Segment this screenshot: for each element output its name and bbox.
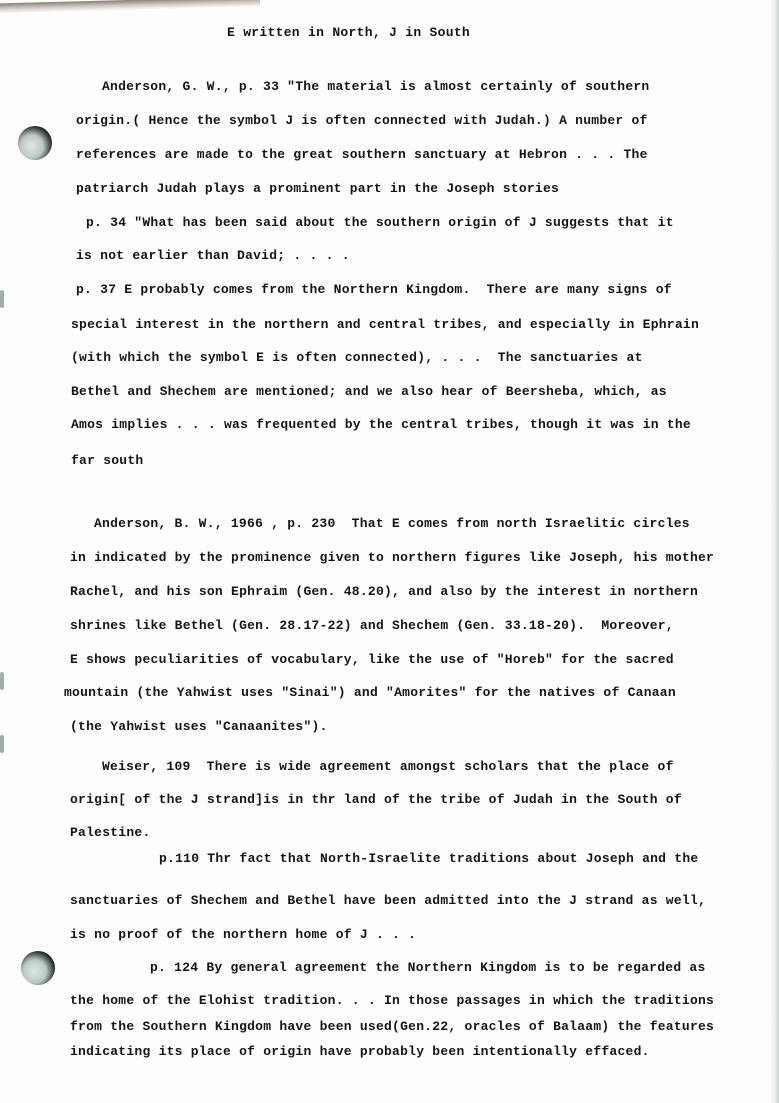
text-line: Weiser, 109 There is wide agreement amongst scholars that the place of [102,759,674,774]
text-line: references are made to the great southern sanctuary at Hebron . . . The [76,147,648,162]
text-line: special interest in the northern and central tribes, and especially in Ephrain [71,317,699,332]
text-line: indicating its place of origin have probably been intentionally effaced. [70,1044,650,1059]
text-line: Anderson, G. W., p. 33 "The material is almost certainly of southern [102,79,650,94]
text-line: in indicated by the prominence given to northern figures like Joseph, his mother [70,550,715,565]
page-title: E written in North, J in South [227,25,471,40]
text-line: Rachel, and his son Ephraim (Gen. 48.20), and also by the interest in northern [70,584,698,599]
text-line: origin.( Hence the symbol J is often connected with Judah.) A number of [76,113,648,128]
text-line: p. 34 "What has been said about the southern origin of J suggests that it [86,215,674,230]
edge-mark [0,290,4,308]
text-line: is no proof of the northern home of J . . . [70,927,417,942]
edge-mark [0,672,4,690]
page-top-shadow [0,0,260,13]
text-line: Palestine. [70,825,151,840]
text-line: sanctuaries of Shechem and Bethel have been admitted into the J strand as well, [70,893,707,908]
page-right-edge [769,0,779,1103]
text-line: origin[ of the J strand]is in thr land of the tribe of Judah in the South of [70,792,682,807]
text-line: p. 37 E probably comes from the Northern Kingdom. There are many signs of [76,282,672,297]
text-line: p. 124 By general agreement the Northern Kingdom is to be regarded as [150,960,706,975]
text-line: Bethel and Shechem are mentioned; and we also hear of Beersheba, which, as [71,384,667,399]
text-line: mountain (the Yahwist uses "Sinai") and "Amorites" for the natives of Canaan [64,685,676,700]
text-line: from the Southern Kingdom have been used(Gen.22, oracles of Balaam) the features [70,1019,715,1034]
text-line: far south [71,453,144,468]
edge-mark [0,735,4,753]
text-line: p.110 Thr fact that North-Israelite traditions about Joseph and the [159,851,699,866]
text-line: shrines like Bethel (Gen. 28.17-22) and Shechem (Gen. 33.18-20). Moreover, [70,618,674,633]
text-line: patriarch Judah plays a prominent part in the Joseph stories [76,181,560,196]
text-line: Amos implies . . . was frequented by the central tribes, though it was in the [71,417,691,432]
punch-hole-top [18,126,52,160]
text-line: the home of the Elohist tradition. . . In those passages in which the traditions [70,993,715,1008]
text-line: Anderson, B. W., 1966 , p. 230 That E comes from north Israelitic circles [94,516,690,531]
text-line: is not earlier than David; . . . . [76,248,350,263]
text-line: (with which the symbol E is often connected), . . . The sanctuaries at [71,350,643,365]
text-line: E shows peculiarities of vocabulary, like the use of "Horeb" for the sacred [70,652,674,667]
text-line: (the Yahwist uses "Canaanites"). [70,719,328,734]
punch-hole-bottom [21,951,55,985]
